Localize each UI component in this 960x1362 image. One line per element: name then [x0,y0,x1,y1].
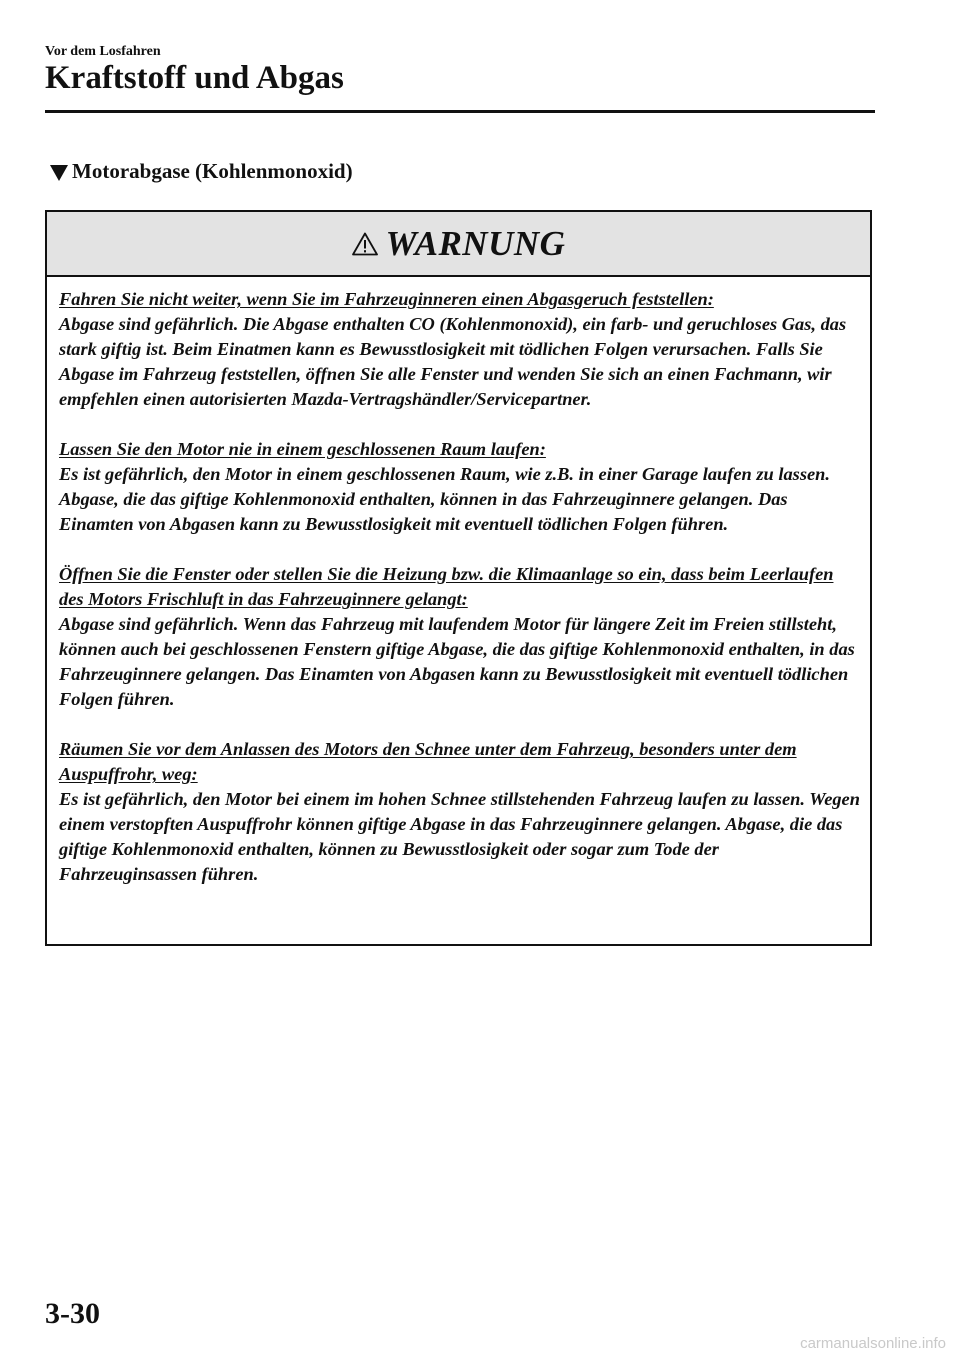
warning-title: WARNUNG [385,223,566,263]
warning-block-heading: Öffnen Sie die Fenster oder stellen Sie die Heizung bzw. die Klimaanlage so ein, dass beim Leerlaufen des Motors Frischluft in das Fahrzeuginnere gelangt: [59,564,834,609]
page-number: 3-30 [45,1297,100,1330]
warning-triangle-icon [352,232,378,256]
warning-block-text: Es ist gefährlich, den Motor bei einem im hohen Schnee stillstehenden Fahrzeug laufen zu lassen. Wegen einem verstopften Auspuffrohr können giftige Abgase in das Fahrzeuginnere gelangen. Abgase, die das giftige Kohlenmonoxid enthalten, können zu Bewusstlosigkeit oder sogar zum Tode der Fahrzeuginsassen führen. [59,789,860,884]
warning-body [47,277,870,887]
warning-block-text: Abgase sind gefährlich. Wenn das Fahrzeug mit laufendem Motor für längere Zeit im Freien stillsteht, können auch bei geschlossenen Fenstern giftige Abgase, die das giftige Kohlenmonoxid enthalten, in das Fahrzeuginnere gelangen. Das Einamten von Abgasen kann zu Bewusstlosigkeit mit eventuell tödlichen Folgen führen. [59,614,855,709]
page-title: Kraftstoff und Abgas [45,60,344,96]
section-heading-text: Motorabgase (Kohlenmonoxid) [72,159,353,183]
warning-block-fresh-air [59,562,860,712]
warning-header [47,212,870,277]
watermark: carmanualsonline.info [800,1335,946,1352]
breadcrumb: Vor dem Losfahren [45,44,161,59]
warning-box [45,210,872,946]
title-divider [45,110,875,113]
warning-block-closed-room [59,437,860,537]
section-heading [50,159,353,184]
warning-block-heading: Fahren Sie nicht weiter, wenn Sie im Fahrzeuginneren einen Abgasgeruch feststellen: [59,289,714,309]
warning-block-heading: Lassen Sie den Motor nie in einem geschlossenen Raum laufen: [59,439,546,459]
warning-block-heading: Räumen Sie vor dem Anlassen des Motors den Schnee unter dem Fahrzeug, besonders unter dem Auspuffrohr, weg: [59,739,797,784]
warning-block-exhaust-smell [59,287,860,412]
warning-block-text: Es ist gefährlich, den Motor in einem geschlossenen Raum, wie z.B. in einer Garage laufen zu lassen. Abgase, die das giftige Kohlenmonoxid enthalten, können in das Fahrzeuginnere gelangen. Das Einamten von Abgasen kann zu Bewusstlosigkeit mit eventuell tödlichen Folgen führen. [59,464,830,534]
down-triangle-icon [50,165,68,181]
warning-block-text: Abgase sind gefährlich. Die Abgase enthalten CO (Kohlenmonoxid), ein farb- und geruchloses Gas, das stark giftig ist. Beim Einatmen kann es Bewusstlosigkeit mit tödlichen Folgen verursachen. Falls Sie Abgase im Fahrzeug feststellen, öffnen Sie alle Fenster und wenden Sie sich an einen Fachmann, wir empfehlen einen autorisierten Mazda-Vertragshändler/Servicepartner. [59,314,847,409]
warning-block-snow [59,737,860,887]
